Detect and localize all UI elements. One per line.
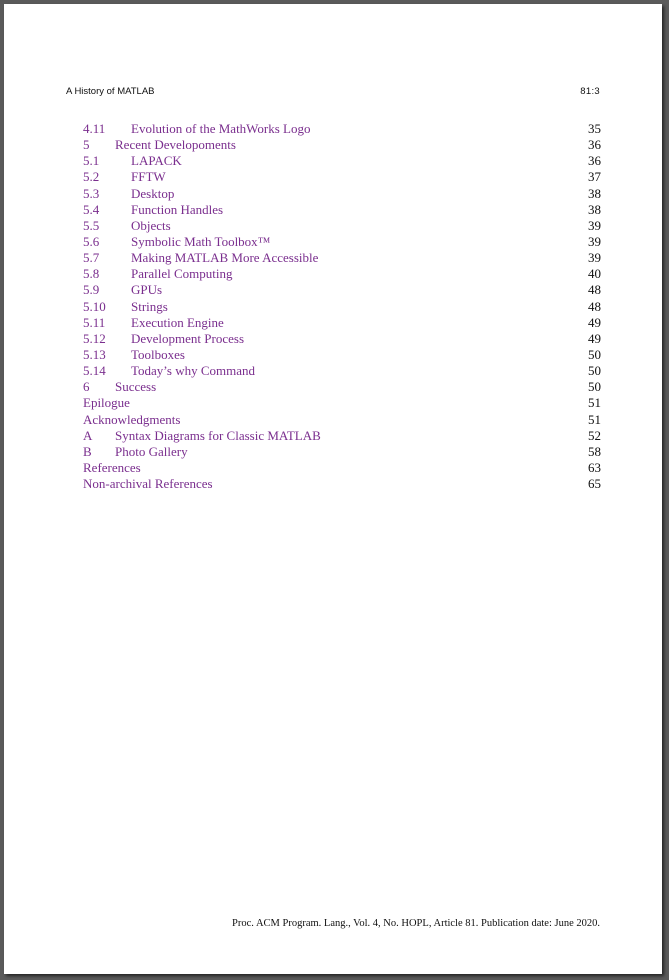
toc-entry-title[interactable]: Symbolic Math Toolbox™ <box>131 233 271 249</box>
toc-entry-number[interactable]: 5.2 <box>83 169 100 185</box>
toc-entry-page: 40 <box>588 266 601 282</box>
running-title: A History of MATLAB <box>66 86 155 97</box>
toc-entry-page: 58 <box>588 443 601 459</box>
toc-entry-title[interactable]: FFTW <box>131 169 166 185</box>
toc-entry[interactable] <box>83 444 601 460</box>
toc-entry-number[interactable]: 5.13 <box>83 346 106 362</box>
toc-entry[interactable] <box>83 234 601 250</box>
toc-entry-number[interactable]: 5.3 <box>83 185 100 201</box>
page-number: 81:3 <box>580 86 600 97</box>
toc-entry-number[interactable]: 5.5 <box>83 217 100 233</box>
toc-entry-title[interactable]: Development Process <box>131 330 245 346</box>
toc-entry-number[interactable]: 5.7 <box>83 250 100 266</box>
toc-entry-number[interactable]: B <box>83 443 92 459</box>
toc-entry[interactable] <box>83 331 601 347</box>
toc-entry-number[interactable]: 5.14 <box>83 363 106 379</box>
toc-entry-page: 51 <box>588 395 601 411</box>
toc-entry[interactable] <box>83 363 601 379</box>
toc-entry-title[interactable]: Epilogue <box>83 395 130 411</box>
toc-entry-title[interactable]: Function Handles <box>131 201 224 217</box>
toc-entry-title[interactable]: Photo Gallery <box>115 443 188 459</box>
toc-entry-number[interactable]: 4.11 <box>83 121 106 136</box>
toc-entry[interactable] <box>83 202 601 218</box>
toc-entry[interactable] <box>83 266 601 282</box>
document-page <box>4 4 662 974</box>
toc-entry[interactable] <box>83 315 601 331</box>
toc-entry-page: 35 <box>588 121 601 136</box>
toc-entry-page: 48 <box>588 298 601 314</box>
toc-entry-title[interactable]: Syntax Diagrams for Classic MATLAB <box>115 427 321 443</box>
toc-entry[interactable] <box>83 169 601 185</box>
toc-entry[interactable] <box>83 282 601 298</box>
toc-entry[interactable] <box>83 121 601 137</box>
toc-entry[interactable] <box>83 412 601 428</box>
toc-entry-number[interactable]: 5 <box>83 137 90 153</box>
toc-entry-page: 36 <box>588 153 601 169</box>
toc-entry-page: 65 <box>588 476 601 492</box>
toc-entry-title[interactable]: Today’s why Command <box>131 363 256 379</box>
toc-entry-title[interactable]: Objects <box>131 217 171 233</box>
toc-entry-title[interactable]: GPUs <box>131 282 163 298</box>
toc-entry-title[interactable]: Making MATLAB More Accessible <box>131 250 319 266</box>
toc-entry[interactable] <box>83 395 601 411</box>
toc-entry-number[interactable]: 5.6 <box>83 233 100 249</box>
toc-entry[interactable] <box>83 153 601 169</box>
toc-entry-title[interactable]: Toolboxes <box>131 346 185 362</box>
toc-entry-page: 39 <box>588 250 601 266</box>
toc-entry-title[interactable]: LAPACK <box>131 153 182 169</box>
toc-entry-title[interactable]: Evolution of the MathWorks Logo <box>131 121 311 136</box>
toc-entry[interactable] <box>83 218 601 234</box>
running-header <box>66 86 600 100</box>
toc-entry-title[interactable]: Non-archival References <box>83 476 213 492</box>
toc-entry-title[interactable]: Acknowledgments <box>83 411 181 427</box>
footer-citation: Proc. ACM Program. Lang., Vol. 4, No. HOPL, Article 81. Publication date: June 2020. <box>232 918 600 929</box>
toc-entry-title[interactable]: Desktop <box>131 185 175 201</box>
toc-entry-title[interactable]: Parallel Computing <box>131 266 233 282</box>
toc-entry[interactable] <box>83 460 601 476</box>
toc-entry-page: 52 <box>588 427 601 443</box>
toc-entry[interactable] <box>83 379 601 395</box>
toc-entry-page: 50 <box>588 363 601 379</box>
toc-entry-page: 50 <box>588 379 601 395</box>
toc-entry-page: 37 <box>588 169 601 185</box>
toc-entry-page: 49 <box>588 314 601 330</box>
toc-entry-page: 36 <box>588 137 601 153</box>
toc-entry-title[interactable]: Strings <box>131 298 168 314</box>
toc-entry-page: 63 <box>588 459 601 475</box>
toc-entry-page: 39 <box>588 217 601 233</box>
toc-entry[interactable] <box>83 476 601 492</box>
toc-entry-number[interactable]: 5.8 <box>83 266 100 282</box>
toc-entry[interactable] <box>83 347 601 363</box>
toc-entry-number[interactable]: 5.4 <box>83 201 100 217</box>
toc-entry[interactable] <box>83 250 601 266</box>
toc-entry-page: 38 <box>588 201 601 217</box>
toc-entry-number[interactable]: 5.9 <box>83 282 100 298</box>
toc-entry-number[interactable]: 5.12 <box>83 330 106 346</box>
toc-entry-title[interactable]: Recent Developoments <box>115 137 236 153</box>
toc-entry-title[interactable]: References <box>83 459 141 475</box>
toc-entry-page: 48 <box>588 282 601 298</box>
toc-entry-page: 38 <box>588 185 601 201</box>
toc-entry-number[interactable]: 5.11 <box>83 314 106 330</box>
table-of-contents <box>83 121 601 492</box>
toc-entry-number[interactable]: A <box>83 427 93 443</box>
toc-entry-number[interactable]: 6 <box>83 379 90 395</box>
toc-entry-number[interactable]: 5.1 <box>83 153 100 169</box>
toc-entry[interactable] <box>83 186 601 202</box>
toc-entry-title[interactable]: Execution Engine <box>131 314 224 330</box>
toc-entry-page: 50 <box>588 346 601 362</box>
toc-entry-page: 51 <box>588 411 601 427</box>
toc-entry-page: 39 <box>588 233 601 249</box>
toc-entry-page: 49 <box>588 330 601 346</box>
toc-entry[interactable] <box>83 137 601 153</box>
toc-entry-number[interactable]: 5.10 <box>83 298 106 314</box>
toc-entry[interactable] <box>83 428 601 444</box>
toc-entry[interactable] <box>83 299 601 315</box>
toc-entry-title[interactable]: Success <box>115 379 157 395</box>
